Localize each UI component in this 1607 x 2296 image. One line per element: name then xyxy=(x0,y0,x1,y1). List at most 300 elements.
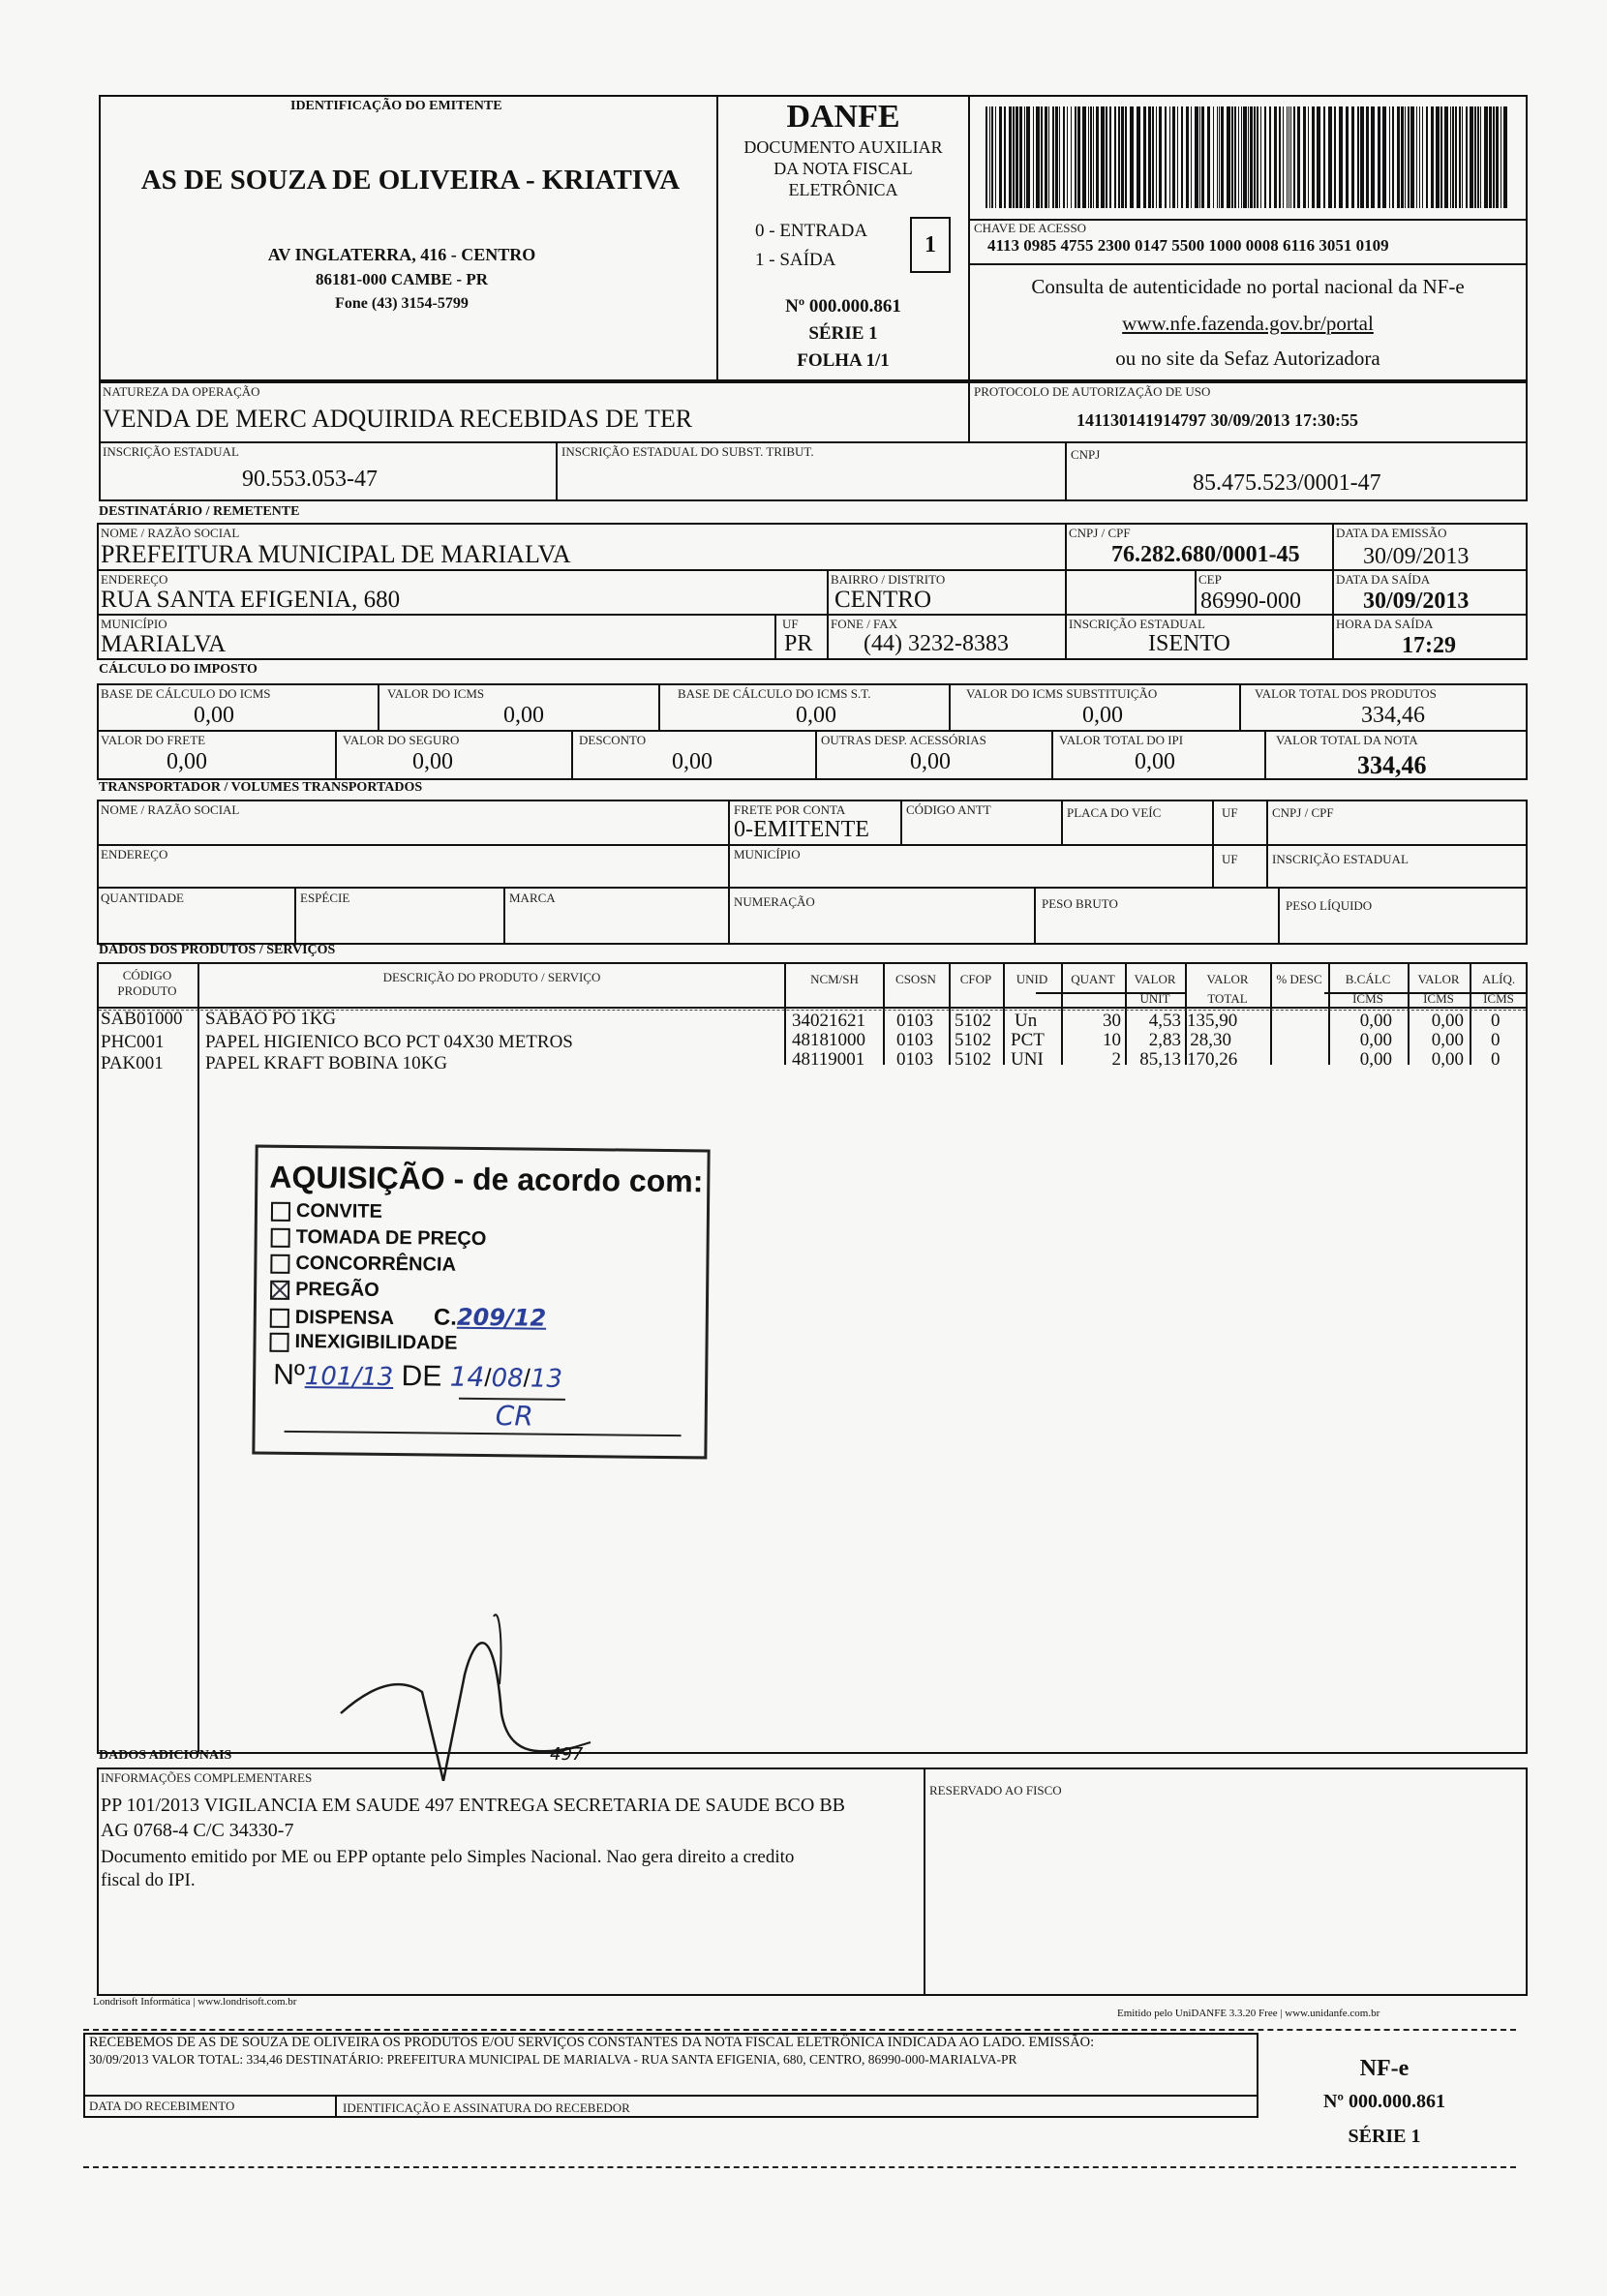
natureza-value: VENDA DE MERC ADQUIRIDA RECEBIDAS DE TER xyxy=(103,405,693,433)
barcode-bar xyxy=(1016,106,1018,208)
chave-url[interactable]: www.nfe.fazenda.gov.br/portal xyxy=(1122,312,1374,335)
row-aliq: 0 xyxy=(1491,1049,1501,1070)
transp-uf-label: UF xyxy=(1222,805,1238,820)
row-csosn: 0103 xyxy=(896,1049,933,1070)
barcode-bar xyxy=(1009,106,1012,208)
emitente-address: AV INGLATERRA, 416 - CENTRO xyxy=(267,245,536,264)
checkbox-convite xyxy=(271,1201,290,1221)
barcode-bar xyxy=(1227,106,1230,208)
stamp-option-concorrencia: CONCORRÊNCIA xyxy=(270,1251,547,1280)
barcode-bar xyxy=(1392,106,1394,208)
barcode-bar xyxy=(999,106,1002,208)
transp-marca-label: MARCA xyxy=(509,891,556,905)
danfe-entrada: 0 - ENTRADA xyxy=(755,221,868,241)
dest-municipio-label: MUNICÍPIO xyxy=(101,617,167,631)
canhoto-serie: SÉRIE 1 xyxy=(1348,2126,1421,2147)
barcode-bar xyxy=(1195,106,1198,208)
barcode-bar xyxy=(1436,106,1440,208)
barcode-bar xyxy=(1052,106,1054,208)
barcode-bar xyxy=(1401,106,1404,208)
stamp-title: AQUISIÇÃO - de acordo com: xyxy=(269,1159,704,1199)
row-cfop: 5102 xyxy=(955,1030,991,1050)
imposto-section-label: CÁLCULO DO IMPOSTO xyxy=(99,662,258,677)
barcode-bar xyxy=(1243,106,1247,208)
barcode-bar xyxy=(1238,106,1239,208)
barcode-bar xyxy=(1177,106,1178,208)
imp-outras-label: OUTRAS DESP. ACESSÓRIAS xyxy=(821,733,986,747)
fisco-label: RESERVADO AO FISCO xyxy=(929,1783,1062,1798)
cnpj-emitente-value: 85.475.523/0001-47 xyxy=(1193,470,1381,496)
barcode-bar xyxy=(1093,106,1094,208)
canhoto-line2: 30/09/2013 VALOR TOTAL: 334,46 DESTINATÁRIO: PREFEITURA MUNICIPAL DE MARIALVA - RUA SANTA EFIGENIA, 680, CENTRO, 86990-000-MARIALVA-PR xyxy=(89,2052,1017,2067)
dest-fone: (44) 3232-8383 xyxy=(864,631,1009,656)
cnpj-emitente-label: CNPJ xyxy=(1071,447,1101,462)
transp-endereco-label: ENDEREÇO xyxy=(101,847,168,861)
barcode-bar xyxy=(1207,106,1210,208)
barcode-bar xyxy=(1159,106,1162,208)
barcode-bar xyxy=(1257,106,1258,208)
th-codigo2: PRODUTO xyxy=(117,983,177,998)
imp-total-nota: 334,46 xyxy=(1357,751,1427,779)
transp-especie-label: ESPÉCIE xyxy=(300,891,350,905)
transp-frete: 0-EMITENTE xyxy=(734,817,869,842)
imp-icms-st: 0,00 xyxy=(1082,703,1123,728)
row-unid: PCT xyxy=(1011,1030,1045,1050)
row-csosn: 0103 xyxy=(896,1030,933,1050)
barcode-bar xyxy=(1143,106,1146,208)
stamp-option-tomada: TOMADA DE PREÇO xyxy=(271,1224,548,1254)
imp-desconto: 0,00 xyxy=(672,749,713,774)
barcode-bar xyxy=(1408,106,1410,208)
dest-cnpj: 76.282.680/0001-45 xyxy=(1111,542,1300,567)
dest-fone-label: FONE / FAX xyxy=(831,617,898,631)
imp-total-prod: 334,46 xyxy=(1361,703,1425,728)
barcode-bar xyxy=(1290,106,1291,208)
danfe-title: DANFE xyxy=(786,99,900,135)
danfe-subtitle2: DA NOTA FISCAL xyxy=(773,159,913,178)
row-ncm: 34021621 xyxy=(792,1011,865,1031)
barcode-bar xyxy=(1351,106,1354,208)
checkbox-pregao-checked xyxy=(270,1280,289,1299)
dest-cnpj-label: CNPJ / CPF xyxy=(1069,526,1131,540)
emitente-phone: Fone (43) 3154-5799 xyxy=(335,295,469,312)
transp-uf2-label: UF xyxy=(1222,852,1238,866)
row-descricao: PAPEL KRAFT BOBINA 10KG xyxy=(205,1053,448,1073)
barcode-bar xyxy=(1455,106,1457,208)
barcode-bar xyxy=(1382,106,1386,208)
natureza-label: NATUREZA DA OPERAÇÃO xyxy=(103,384,260,399)
barcode-bar xyxy=(1241,106,1242,208)
th-csosn: CSOSN xyxy=(895,972,936,986)
emitente-name: AS DE SOUZA DE OLIVEIRA - KRIATIVA xyxy=(140,165,681,196)
barcode-bar xyxy=(1121,106,1124,208)
cut-line-bottom xyxy=(83,2166,1516,2168)
th-vtotal1: VALOR xyxy=(1206,972,1249,986)
chave-value: 4113 0985 4755 2300 0147 5500 1000 0008 6116 3051 0109 xyxy=(987,236,1389,255)
barcode-bar xyxy=(1489,106,1492,208)
imp-seguro-label: VALOR DO SEGURO xyxy=(343,733,460,747)
row-vicms: 0,00 xyxy=(1431,1030,1464,1050)
dest-bairro-label: BAIRRO / DISTRITO xyxy=(831,572,946,587)
barcode-bar xyxy=(1450,106,1451,208)
barcode-bar xyxy=(1148,106,1151,208)
transp-qtd-label: QUANTIDADE xyxy=(101,891,184,905)
imp-base-label: BASE DE CÁLCULO DO ICMS xyxy=(101,686,271,701)
aquisicao-stamp: AQUISIÇÃO - de acordo com: CONVITE TOMADA DE PREÇO CONCORRÊNCIA PREGÃO DISPENSA C.209/12 INEXIGIBILIDADE Nº101/13 DE 14/08/13 CR xyxy=(252,1145,710,1460)
info-line4: fiscal do IPI. xyxy=(101,1870,196,1890)
barcode-bar xyxy=(1470,106,1473,208)
barcode-bar xyxy=(1013,106,1015,208)
barcode-bar xyxy=(1459,106,1461,208)
row-descricao: SABAO PO 1KG xyxy=(205,1009,337,1029)
th-unid: UNID xyxy=(1016,972,1048,986)
info-line2: AG 0768-4 C/C 34330-7 xyxy=(101,1820,294,1841)
inscricao-st-label: INSCRIÇÃO ESTADUAL DO SUBST. TRIBUT. xyxy=(561,444,814,459)
row-quant: 2 xyxy=(1111,1049,1121,1070)
row-vicms: 0,00 xyxy=(1431,1011,1464,1031)
dest-saida: 30/09/2013 xyxy=(1363,589,1470,614)
th-vtotal2: TOTAL xyxy=(1207,991,1248,1006)
transp-frete-label: FRETE POR CONTA xyxy=(734,802,846,817)
stamp-option-convite: CONVITE xyxy=(271,1198,548,1227)
row-vtotal: 170,26 xyxy=(1187,1049,1238,1070)
row-vunit: 2,83 xyxy=(1148,1030,1181,1050)
barcode-bar xyxy=(1101,106,1105,208)
row-aliq: 0 xyxy=(1491,1030,1501,1050)
imp-total-prod-label: VALOR TOTAL DOS PRODUTOS xyxy=(1255,686,1437,701)
stamp-ano: 13 xyxy=(530,1364,563,1394)
chave-label: CHAVE DE ACESSO xyxy=(974,221,1087,235)
barcode-bar xyxy=(1274,106,1277,208)
barcode-bar xyxy=(1477,106,1479,208)
chave-consulta: Consulta de autenticidade no portal nacional da NF-e xyxy=(1031,275,1465,298)
barcode-bar xyxy=(1474,106,1476,208)
transp-municipio-label: MUNICÍPIO xyxy=(734,847,801,861)
barcode-bar xyxy=(1156,106,1157,208)
danfe-serie: SÉRIE 1 xyxy=(808,323,878,344)
transportador-section-label: TRANSPORTADOR / VOLUMES TRANSPORTADOS xyxy=(99,780,423,795)
checkbox-concorrencia xyxy=(270,1254,289,1273)
danfe-subtitle1: DOCUMENTO AUXILIAR xyxy=(743,137,943,157)
barcode-bar xyxy=(1346,106,1349,208)
chave-sefaz: ou no site da Sefaz Autorizadora xyxy=(1115,347,1380,370)
th-ncm: NCM/SH xyxy=(810,972,859,986)
transp-bruto-label: PESO BRUTO xyxy=(1042,896,1118,911)
barcode-bar xyxy=(1130,106,1134,208)
barcode-bar xyxy=(1217,106,1218,208)
barcode-bar xyxy=(1303,106,1306,208)
transp-numeracao-label: NUMERAÇÃO xyxy=(734,894,815,909)
barcode-bar xyxy=(991,106,993,208)
checkbox-inexigibilidade xyxy=(269,1332,288,1351)
th-aliq1: ALÍQ. xyxy=(1481,972,1516,986)
dest-municipio: MARIALVA xyxy=(101,631,227,657)
imp-desconto-label: DESCONTO xyxy=(579,733,647,747)
stamp-n-label: Nº xyxy=(273,1358,305,1392)
transp-ie-label: INSCRIÇÃO ESTADUAL xyxy=(1272,852,1409,866)
stamp-option-inexigibilidade: INEXIGIBILIDADE xyxy=(269,1329,546,1358)
inscricao-label: INSCRIÇÃO ESTADUAL xyxy=(103,444,239,459)
transp-placa-label: PLACA DO VEÍC xyxy=(1067,805,1162,820)
row-unid: UNI xyxy=(1011,1049,1044,1070)
footer-right: Emitido pelo UniDANFE 3.3.20 Free | www.unidanfe.com.br xyxy=(1117,2008,1380,2019)
row-descricao: PAPEL HIGIENICO BCO PCT 04X30 METROS xyxy=(205,1032,573,1052)
barcode-bar xyxy=(1118,106,1120,208)
th-cfop: CFOP xyxy=(959,972,992,986)
barcode-bar xyxy=(1440,106,1442,208)
transp-antt-label: CÓDIGO ANTT xyxy=(906,802,991,817)
barcode-bar xyxy=(1462,106,1463,208)
barcode-bar xyxy=(1287,106,1288,208)
canhoto-numero: Nº 000.000.861 xyxy=(1322,2091,1446,2112)
barcode-bar xyxy=(1260,106,1261,208)
barcode-bar xyxy=(1366,106,1369,208)
barcode-bar xyxy=(1431,106,1434,208)
th-quant: QUANT xyxy=(1071,972,1115,986)
transp-liquido-label: PESO LÍQUIDO xyxy=(1286,898,1373,913)
dest-uf: PR xyxy=(784,631,813,656)
barcode-bar xyxy=(1036,106,1040,208)
emitente-box xyxy=(99,95,718,381)
barcode-bar xyxy=(1357,106,1359,208)
adicionais-section-label: DADOS ADICIONAIS xyxy=(99,1748,232,1763)
barcode-bar xyxy=(1181,106,1183,208)
barcode-bar xyxy=(1328,106,1332,208)
th-descricao: DESCRIÇÃO DO PRODUTO / SERVIÇO xyxy=(382,970,601,984)
row-vunit: 85,13 xyxy=(1139,1049,1181,1070)
row-codigo: PHC001 xyxy=(101,1032,165,1052)
barcode-bar xyxy=(1019,106,1022,208)
stamp-n-value: 101/13 xyxy=(304,1362,394,1393)
dest-endereco: RUA SANTA EFIGENIA, 680 xyxy=(101,587,401,613)
barcode-bar xyxy=(1191,106,1192,208)
row-quant: 10 xyxy=(1103,1030,1121,1050)
barcode-bar xyxy=(1004,106,1006,208)
barcode-bar xyxy=(1339,106,1343,208)
dest-uf-label: UF xyxy=(782,617,799,631)
barcode-bar xyxy=(1269,106,1271,208)
signature-note: 497 xyxy=(550,1744,584,1765)
imp-base-st-label: BASE DE CÁLCULO DO ICMS S.T. xyxy=(678,686,871,701)
dest-endereco-label: ENDEREÇO xyxy=(101,572,168,587)
row-ncm: 48181000 xyxy=(792,1030,865,1050)
row-quant: 30 xyxy=(1103,1011,1121,1031)
barcode-bar xyxy=(1109,106,1111,208)
canhoto-line1: RECEBEMOS DE AS DE SOUZA DE OLIVEIRA OS PRODUTOS E/OU SERVIÇOS CONSTANTES DA NOTA FISCAL ELETRÔNICA INDICADA AO LADO. EMISSÃO: xyxy=(89,2035,1095,2050)
barcode-bar xyxy=(1041,106,1043,208)
row-cfop: 5102 xyxy=(955,1011,991,1031)
row-vicms: 0,00 xyxy=(1431,1049,1464,1070)
barcode-bar xyxy=(1077,106,1080,208)
imp-ipi-label: VALOR TOTAL DO IPI xyxy=(1059,733,1184,747)
barcode-bar xyxy=(1090,106,1092,208)
imp-base: 0,00 xyxy=(194,703,234,728)
barcode-bar xyxy=(1323,106,1325,208)
barcode-bar xyxy=(1088,106,1089,208)
canhoto-ident-label: IDENTIFICAÇÃO E ASSINATURA DO RECEBEDOR xyxy=(343,2100,630,2115)
barcode-bar xyxy=(1067,106,1068,208)
danfe-folha: FOLHA 1/1 xyxy=(797,350,890,371)
barcode-bar xyxy=(1033,106,1034,208)
barcode-bar xyxy=(1389,106,1390,208)
row-codigo: PAK001 xyxy=(101,1053,164,1073)
stamp-initials: CR xyxy=(495,1400,533,1433)
destinatario-section-label: DESTINATÁRIO / REMETENTE xyxy=(99,504,300,519)
barcode-bar xyxy=(1248,106,1249,208)
emitente-section-label: IDENTIFICAÇÃO DO EMITENTE xyxy=(290,99,502,113)
dest-cep: 86990-000 xyxy=(1200,589,1301,614)
canhoto-data-label: DATA DO RECEBIMENTO xyxy=(89,2099,235,2113)
imp-outras: 0,00 xyxy=(910,749,951,774)
row-csosn: 0103 xyxy=(896,1011,933,1031)
imp-frete: 0,00 xyxy=(167,749,207,774)
info-label: INFORMAÇÕES COMPLEMENTARES xyxy=(101,1770,313,1785)
produtos-section-label: DADOS DOS PRODUTOS / SERVIÇOS xyxy=(99,943,336,957)
barcode-bar xyxy=(1297,106,1300,208)
dest-cep-label: CEP xyxy=(1198,572,1222,587)
barcode-bar xyxy=(985,106,987,208)
info-line3: Documento emitido por ME ou EPP optante pelo Simples Nacional. Nao gera direito a credito xyxy=(101,1847,795,1867)
transp-nome-label: NOME / RAZÃO SOCIAL xyxy=(101,802,240,817)
dest-ie-label: INSCRIÇÃO ESTADUAL xyxy=(1069,617,1205,631)
barcode-bar xyxy=(1254,106,1256,208)
dest-saida-label: DATA DA SAÍDA xyxy=(1336,572,1431,587)
barcode-bar xyxy=(1024,106,1025,208)
stamp-dia: 14 xyxy=(449,1360,485,1394)
barcode-bar xyxy=(995,106,996,208)
barcode-bar xyxy=(1493,106,1495,208)
barcode-bar xyxy=(1125,106,1127,208)
barcode-bar xyxy=(1045,106,1047,208)
imp-total-nota-label: VALOR TOTAL DA NOTA xyxy=(1276,733,1418,747)
protocolo-value: 141130141914797 30/09/2013 17:30:55 xyxy=(1076,410,1358,430)
barcode-bar xyxy=(1378,106,1380,208)
barcode-bar xyxy=(1496,106,1499,208)
barcode-bar xyxy=(1422,106,1423,208)
stamp-c-value: 209/12 xyxy=(456,1303,547,1332)
barcode-bar xyxy=(1426,106,1428,208)
barcode-bar xyxy=(1484,106,1488,208)
barcode-bar xyxy=(1444,106,1448,208)
barcode-bar xyxy=(1397,106,1400,208)
danfe-numero: Nº 000.000.861 xyxy=(785,296,901,317)
barcode-bar xyxy=(1279,106,1281,208)
danfe-saida: 1 - SAÍDA xyxy=(755,250,836,270)
row-codigo: SAB01000 xyxy=(101,1009,183,1029)
barcode-bar xyxy=(1096,106,1099,208)
barcode-bar xyxy=(1419,106,1420,208)
barcode-bar xyxy=(1231,106,1233,208)
footer-left: Londrisoft Informática | www.londrisoft.com.br xyxy=(93,1996,297,2008)
barcode-bar xyxy=(1250,106,1253,208)
barcode-bar xyxy=(1480,106,1481,208)
barcode-bar xyxy=(1283,106,1284,208)
barcode-bar xyxy=(989,106,990,208)
barcode-bar xyxy=(1048,106,1049,208)
danfe-tipo-box: 1 xyxy=(910,217,951,273)
barcode-bar xyxy=(1063,106,1065,208)
barcode-bar xyxy=(1405,106,1406,208)
checkbox-dispensa xyxy=(270,1308,289,1327)
barcode-bar xyxy=(1264,106,1266,208)
th-codigo1: CÓDIGO xyxy=(122,968,172,982)
th-vicms1: VALOR xyxy=(1417,972,1460,986)
barcode-bar xyxy=(1293,106,1295,208)
barcode-bar xyxy=(1199,106,1200,208)
barcode-bar xyxy=(1137,106,1140,208)
dest-nome: PREFEITURA MUNICIPAL DE MARIALVA xyxy=(101,540,571,568)
imp-icms: 0,00 xyxy=(503,703,544,728)
stamp-option-dispensa: DISPENSA C.209/12 xyxy=(270,1303,547,1332)
row-vunit: 4,53 xyxy=(1148,1011,1181,1031)
barcode-bar xyxy=(1152,106,1154,208)
th-desc: % DESC xyxy=(1276,972,1322,986)
barcode-bar xyxy=(1334,106,1336,208)
dest-nome-label: NOME / RAZÃO SOCIAL xyxy=(101,526,240,540)
row-vtotal: 28,30 xyxy=(1190,1030,1231,1050)
th-aliq2: ICMS xyxy=(1483,991,1514,1006)
barcode-bar xyxy=(1059,106,1060,208)
imp-base-st: 0,00 xyxy=(796,703,836,728)
row-unid: Un xyxy=(1015,1011,1038,1031)
th-bcalc1: B.CÁLC xyxy=(1345,972,1391,986)
barcode-bar xyxy=(1234,106,1236,208)
protocolo-label: PROTOCOLO DE AUTORIZAÇÃO DE USO xyxy=(974,384,1211,399)
row-bcalc: 0,00 xyxy=(1359,1011,1392,1031)
info-line1: PP 101/2013 VIGILANCIA EM SAUDE 497 ENTREGA SECRETARIA DE SAUDE BCO BB xyxy=(101,1795,846,1816)
reservado-fisco-box xyxy=(924,1767,1528,1996)
barcode-bar xyxy=(1317,106,1320,208)
stamp-mes: 08 xyxy=(491,1364,524,1394)
stamp-c-label: C. xyxy=(433,1304,458,1331)
th-vicms2: ICMS xyxy=(1423,991,1454,1006)
barcode-bar xyxy=(1169,106,1170,208)
barcode-bar xyxy=(1308,106,1309,208)
stamp-de-label: DE xyxy=(401,1360,442,1393)
imp-frete-label: VALOR DO FRETE xyxy=(101,733,206,747)
dest-emissao-label: DATA DA EMISSÃO xyxy=(1336,526,1447,540)
barcode-bar xyxy=(1201,106,1204,208)
transp-cnpj-label: CNPJ / CPF xyxy=(1272,805,1334,820)
th-vunit2: UNIT xyxy=(1139,991,1170,1006)
barcode-bar xyxy=(1114,106,1116,208)
dest-bairro: CENTRO xyxy=(834,587,931,613)
dest-hora: 17:29 xyxy=(1402,633,1456,658)
dest-ie: ISENTO xyxy=(1148,631,1230,656)
barcode xyxy=(985,106,1513,208)
barcode-bar xyxy=(1075,106,1076,208)
imp-ipi: 0,00 xyxy=(1135,749,1175,774)
barcode-bar xyxy=(1466,106,1468,208)
barcode-bar xyxy=(1416,106,1417,208)
dest-emissao: 30/09/2013 xyxy=(1363,544,1470,569)
barcode-bar xyxy=(1165,106,1167,208)
inscricao-value: 90.553.053-47 xyxy=(242,467,378,492)
checkbox-tomada xyxy=(271,1227,290,1247)
row-ncm: 48119001 xyxy=(792,1049,865,1070)
barcode-bar xyxy=(1055,106,1058,208)
row-aliq: 0 xyxy=(1491,1011,1501,1031)
barcode-bar xyxy=(1219,106,1220,208)
barcode-bar xyxy=(1360,106,1364,208)
barcode-bar xyxy=(1172,106,1175,208)
row-vtotal: 135,90 xyxy=(1187,1011,1238,1031)
imp-seguro: 0,00 xyxy=(412,749,453,774)
barcode-bar xyxy=(1082,106,1086,208)
row-bcalc: 0,00 xyxy=(1359,1030,1392,1050)
barcode-bar xyxy=(1186,106,1189,208)
barcode-bar xyxy=(1452,106,1454,208)
